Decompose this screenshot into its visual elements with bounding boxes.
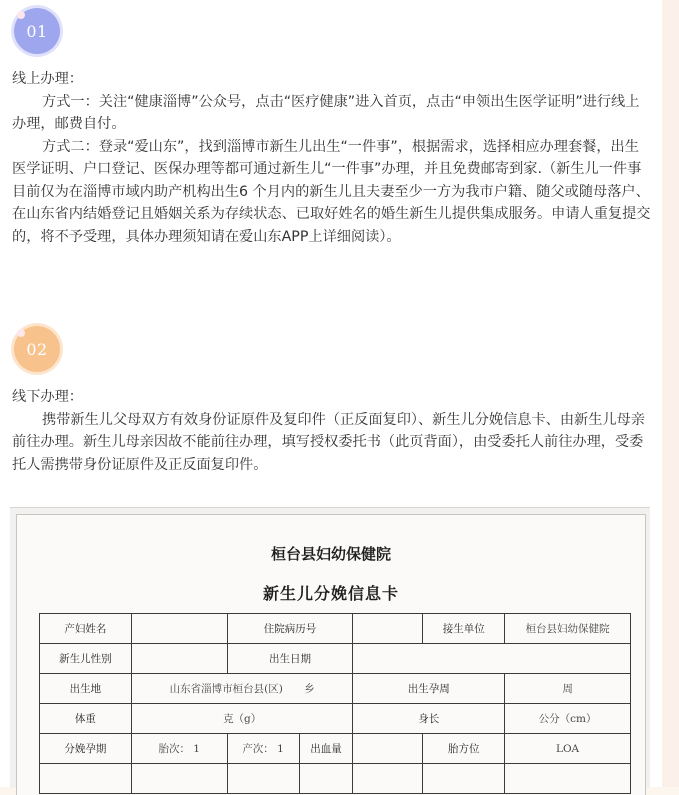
- cell-empty: [40, 764, 132, 794]
- cell-empty: [299, 764, 353, 794]
- form-image: [10, 507, 650, 788]
- cell-empty: [131, 764, 227, 794]
- cell-value: 周: [505, 674, 631, 704]
- table-row: [40, 614, 631, 644]
- cell-value-redacted: [131, 614, 227, 644]
- cell-label: 体重: [40, 704, 132, 734]
- online-section: [12, 68, 652, 248]
- online-method-2: 方式二：登录“爱山东”，找到淄博市新生儿出生“一件事”，根据需求，选择相应办理套餐，出生医学证明、户口登记、医保办理等都可通过新生儿“一件事”办理，并且免费邮寄到家.（新生儿一件事目前仅为在淄博市域内助产机构出生6 个月内的新生儿且夫妻至少一方为我市户籍、随父或随母落户、在山东省内结婚登记且婚姻关系为存续状态、已取好姓名的婚生新生儿提供集成服务。申请人重复提交的，将不予受理，具体办理须知请在爱山东APP上详细阅读）。: [12, 138, 651, 245]
- step-badge-02: [14, 326, 60, 372]
- cell-value-redacted: [353, 644, 631, 674]
- birthplace-value: 山东省淄博市桓台县(区): [169, 683, 283, 695]
- cell-label: 出血量: [299, 734, 353, 764]
- step-badge-01: [14, 8, 60, 54]
- table-row: [40, 674, 631, 704]
- cell-value: 胎次： 1: [131, 734, 227, 764]
- step-number: 02: [26, 339, 48, 359]
- offline-body: 携带新生儿父母双方有效身份证原件及复印件（正反面复印）、新生儿分娩信息卡、由新生儿母亲前往办理。新生儿母亲因故不能前往办理，填写授权委托书（此页背面），由受委托人前往办理，受委托人需携带身份证原件及正反面复印件。: [12, 411, 645, 473]
- offline-heading: 线下办理：: [12, 389, 83, 405]
- cell-empty: [505, 764, 631, 794]
- table-row: [40, 704, 631, 734]
- cell-value: 公分（cm）: [505, 704, 631, 734]
- page-side-margin: [662, 0, 679, 787]
- cell-label: 住院病历号: [227, 614, 353, 644]
- cell-label: 出生日期: [227, 644, 353, 674]
- step-number: 01: [26, 21, 48, 41]
- cell-label: 身长: [353, 704, 505, 734]
- cell-label: 出生地: [40, 674, 132, 704]
- cell-value-empty: [131, 644, 227, 674]
- cell-value: 克（g）: [131, 704, 353, 734]
- form-hospital-name: 桓台县妇幼保健院: [270, 545, 391, 563]
- cell-empty: [353, 764, 423, 794]
- cell-value-redacted: [353, 614, 423, 644]
- birth-info-table: [39, 613, 631, 794]
- township-suffix: 乡: [304, 683, 315, 695]
- cell-value: 产次： 1: [227, 734, 299, 764]
- cell-value-empty: [353, 734, 423, 764]
- cell-label: 产妇姓名: [40, 614, 132, 644]
- cell-label: 出生孕周: [353, 674, 505, 704]
- cell-label: 新生儿性别: [40, 644, 132, 674]
- table-row: [40, 644, 631, 674]
- badge-dot-icon: [17, 329, 25, 337]
- cell-value: LOA: [505, 734, 631, 764]
- online-heading: 线上办理：: [12, 71, 83, 87]
- cell-label: 分娩孕期: [40, 734, 132, 764]
- cell-value: [131, 674, 353, 704]
- cell-label: 胎方位: [423, 734, 505, 764]
- form-paper: [16, 514, 646, 795]
- cell-empty: [423, 764, 505, 794]
- badge-dot-icon: [17, 11, 25, 19]
- offline-section: [12, 386, 652, 476]
- online-method-1: 方式一：关注“健康淄博”公众号，点击“医疗健康”进入首页，点击“申领出生医学证明”进行线上办理，邮费自付。: [12, 93, 640, 132]
- table-row: [40, 764, 631, 794]
- form-title: 新生儿分娩信息卡: [262, 584, 399, 603]
- cell-value: 桓台县妇幼保健院: [505, 614, 631, 644]
- table-row: [40, 734, 631, 764]
- cell-label: 接生单位: [423, 614, 505, 644]
- cell-empty: [227, 764, 299, 794]
